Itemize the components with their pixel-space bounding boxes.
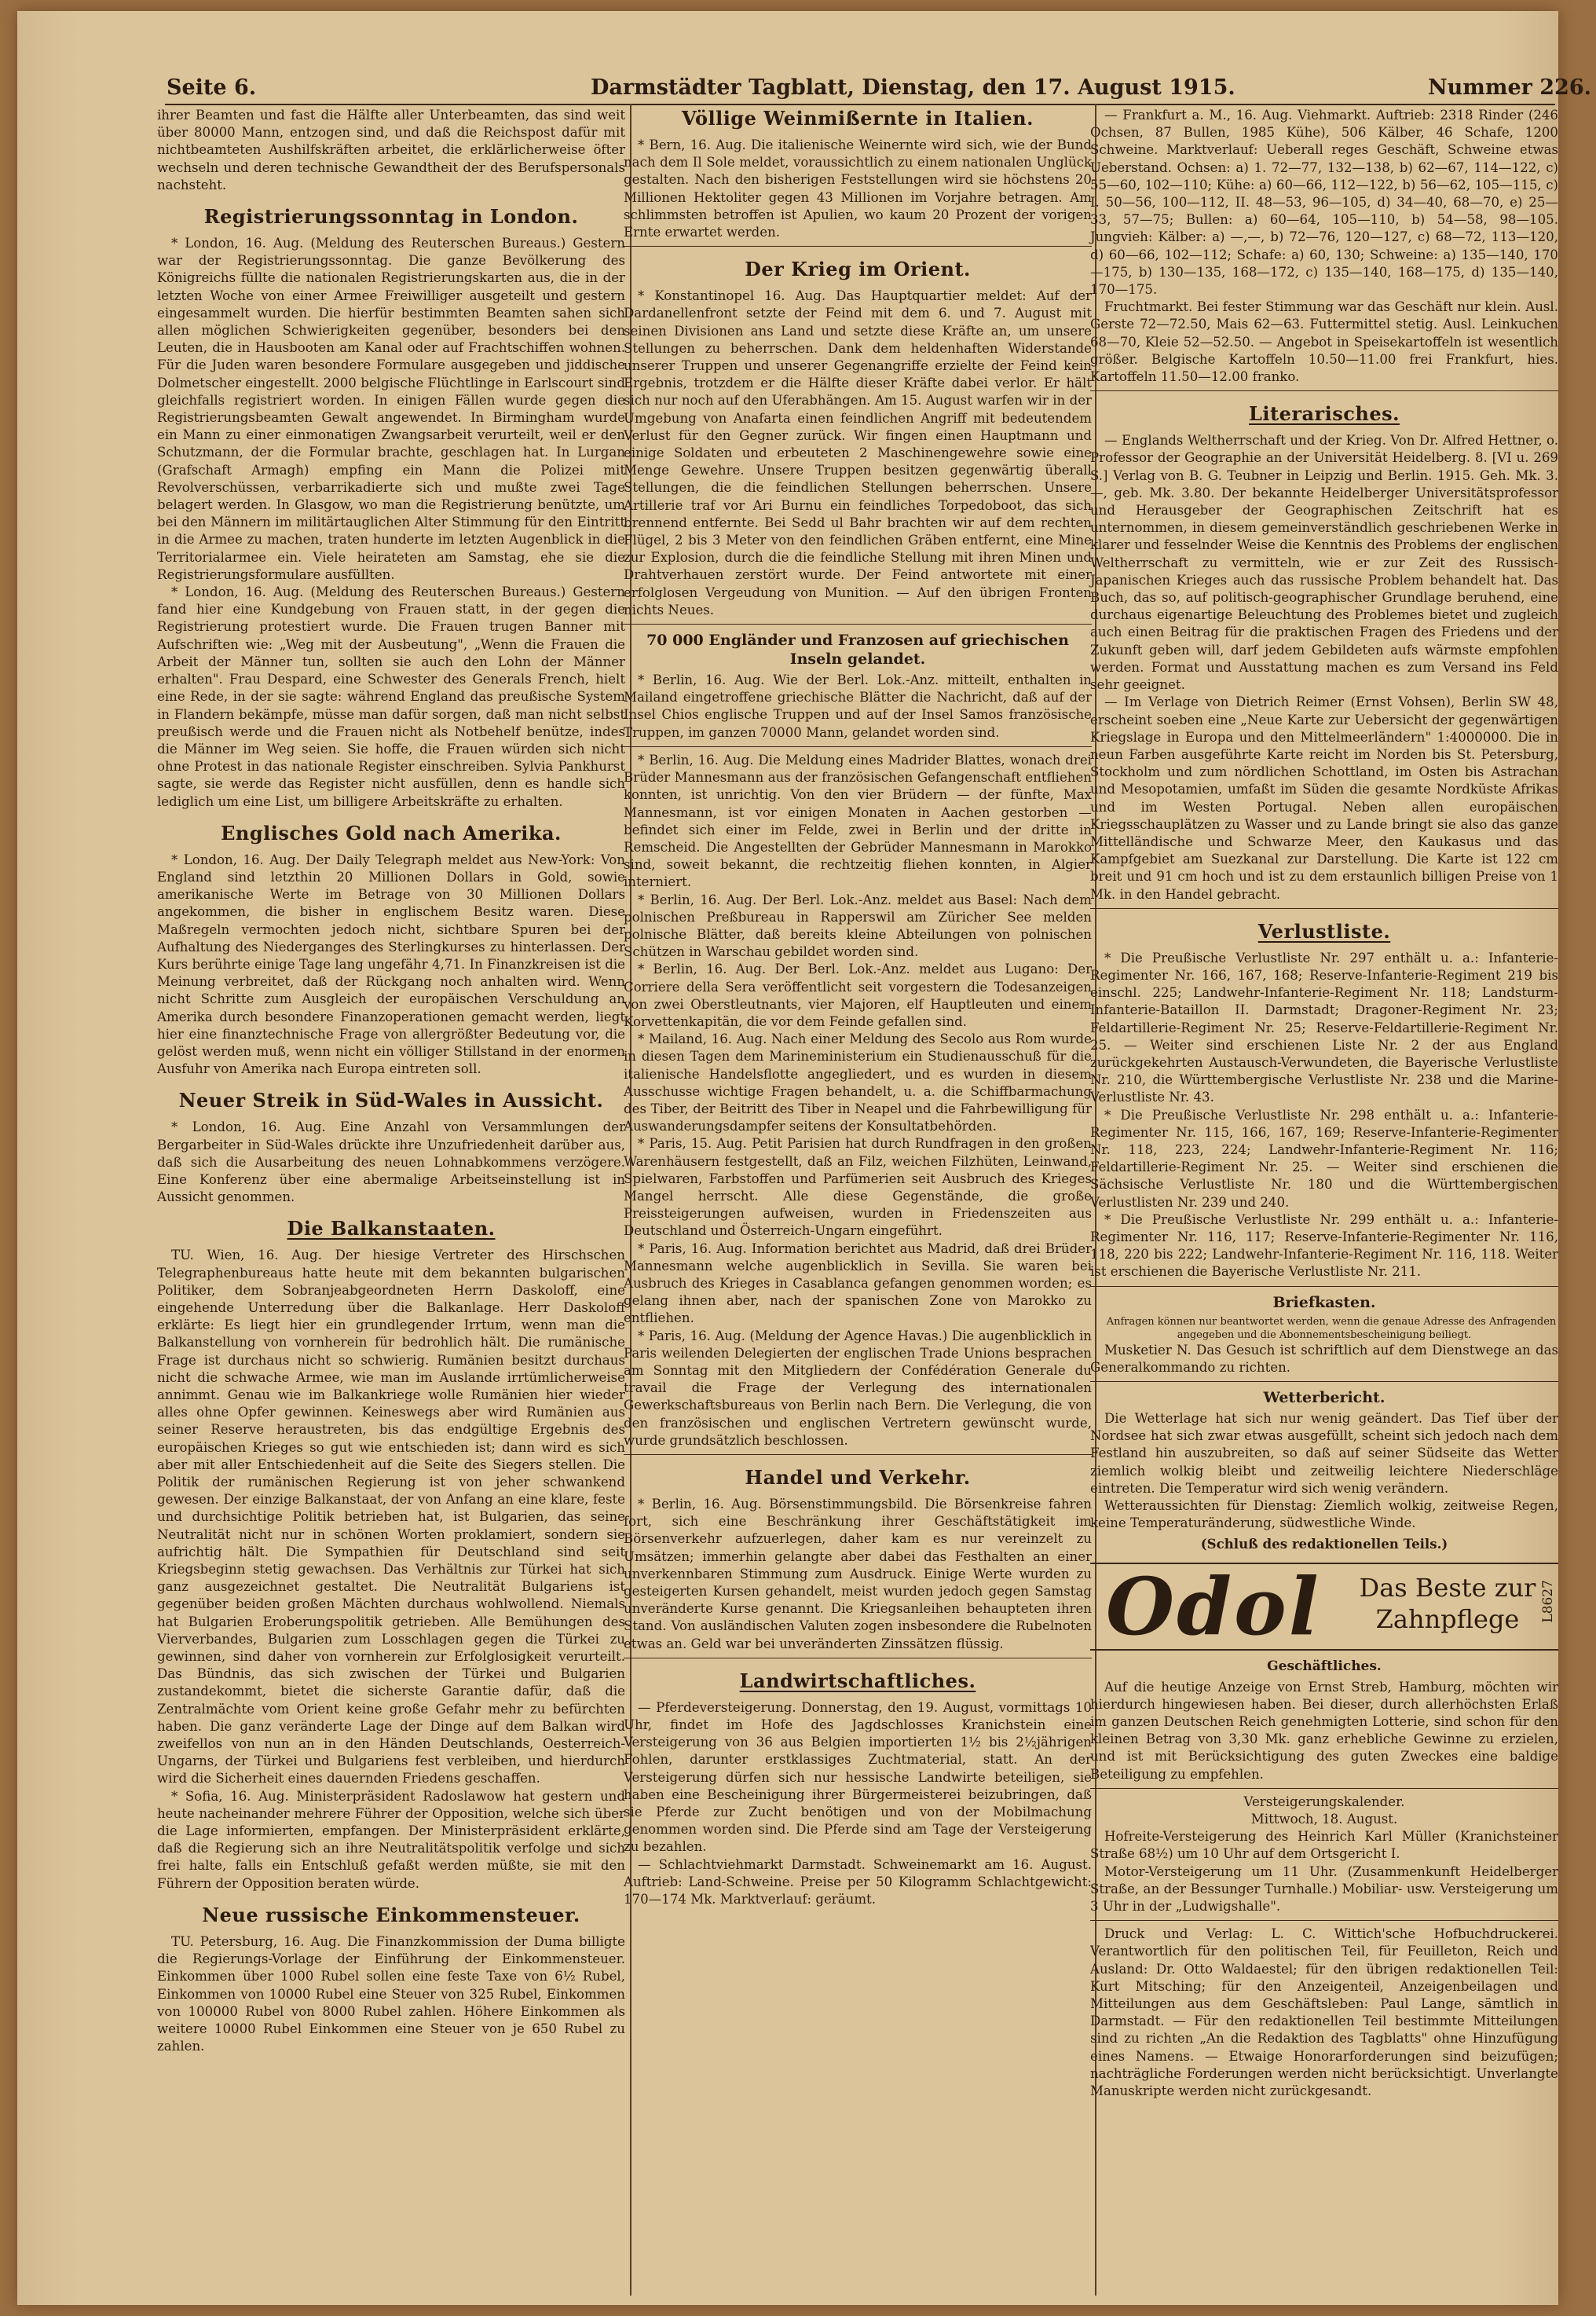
article-text: — Pferdeversteigerung. Donnerstag, den 19. August, vormittags 10 Uhr, findet im Hofe des Jagdschlosses Kranichstein eine Versteigerung von 36 aus Belgien importierten 1½ bis 2½jährigen Fohlen, darunter erstklassiges Zuchtmaterial, statt. An der Versteigerung dürfen sich nur hessische Landwirte beteiligen, sie haben eine Bescheinigung ihrer Bürgermeisterei beizubringen, daß sie Pferde zur Zucht benötigen und von der Mobilmachung genommen worden sind. Die Pferde sind am Tage der Versteigerung zu bezahlen.: [624, 1699, 1092, 1855]
headline: Neue russische Einkommensteuer.: [202, 1903, 580, 1926]
article-text: * Bern, 16. Aug. Die italienische Weinernte wird sich, wie der Bund nach dem Il Sole meldet, voraussichtlich zu einem nationalen Unglück gestalten. Nach den bisherigen Feststellungen wird sie höchstens 20 Millionen Hektoliter gegen 43 Millionen im Vorjahre betragen. Am schlimmsten betroffen ist Apulien, wo kaum 20 Prozent der vorigen Ernte erwartet werden.: [624, 137, 1092, 240]
article-text: Wetteraussichten für Dienstag: Ziemlich wolkig, zeitweise Regen, keine Temperaturänderung, südwestliche Winde.: [1090, 1498, 1558, 1531]
article-text: * London, 16. Aug. (Meldung des Reuterschen Bureaus.) Gestern war der Registrierungssonntag. Die ganze Bevölkerung des Königreichs füllte die nationalen Registrierungskarten aus, die in der letzten Woche von einer Armee Freiwilliger ausgeteilt und gestern eingesammelt wurden. Die hierfür bestimmten Beamten sahen sich allen möglichen Schwierigkeiten gegenüber, besonders bei den Leuten, die in Hausbooten am Kanal oder auf Frachtschiffen wohnen. Für die Juden waren besondere Formulare ausgegeben und jiddische Dolmetscher eingestellt. 2000 belgische Flüchtlinge in Earlscourt sind gleichfalls registriert worden. In einigen Fällen wurde gegen die Registrierungsbeamten Gewalt angewendet. In Birmingham wurde ein Mann zu einer einmonatigen Zwangsarbeit verurteilt, weil er den Schutzmann, der die Formular brachte, geschlagen hat. In Lurgan (Grafschaft Armagh) empfing ein Mann die Polizei mit Revolverschüssen, verbarrikadierte sich und mußte zwei Tage belagert werden. In Glasgow, wo man die Registrierung benützte, um bei den Männern im militärtauglichen Alter Stimmung für den Eintritt in die Armee zu machen, traten hunderte im letzten Augenblick in die Territorialarmee ein. Viele heirateten am Samstag, ehe sie die Registrierungsformulare ausfüllten.: [157, 236, 625, 582]
masthead: [167, 68, 1596, 107]
article-text: * Berlin, 16. Aug. Wie der Berl. Lok.-Anz. mitteilt, enthalten in Mailand eingetroffene griechische Blätter die Nachricht, daß auf der Insel Chios englische Truppen und auf der Insel Samos französische Truppen, im ganzen 70000 Mann, gelandet worden sind.: [624, 672, 1092, 740]
article-text: Die Wetterlage hat sich nur wenig geändert. Das Tief über der Nordsee hat sich zwar etwas ausgefüllt, scheint sich jedoch nach dem Festland hin auszubreiten, so daß auf seiner Südseite das Wetter ziemlich wolkig bleibt und zeitweilig leichtere Niederschläge eintreten. Die Temperatur wird sich wenig verändern.: [1090, 1411, 1558, 1496]
column-3: [1090, 107, 1558, 2307]
section-rule: [1090, 390, 1558, 391]
section-rule: [624, 1454, 1092, 1455]
article-text: * London, 16. Aug. (Meldung des Reuterschen Bureaus.) Gestern fand hier eine Kundgebung von Frauen statt, in der gegen die Registrierung protestiert wurde. Die Frauen trugen Banner mit Aufschriften wie: „Weg mit der Ausbeutung", „Wenn die Frauen die Arbeit der Männer tun, sollten sie auch den Lohn der Männer erhalten". Frau Despard, eine Schwester des Generals French, hielt eine Rede, in der sie sagte: während England das preußische System in Flandern bekämpfe, müsse man dafür sorgen, daß man nicht selbst preußisch werde und die Frauen nicht als Notbehelf benütze, indes die Männer im Weg seien. Sie hoffe, die Frauen würden sich nicht ohne Protest in das nationale Register einschreiben. Sylvia Pankhurst sagte, sie werde das Register nicht ausfüllen, denn es handle sich lediglich um eine List, um billigere Arbeitskräfte zu erhalten.: [157, 584, 625, 809]
column-1: [157, 107, 625, 2307]
headline: Geschäftliches.: [1267, 1658, 1382, 1674]
headline: Die Balkanstaaten.: [287, 1217, 496, 1240]
headline: Literarisches.: [1248, 402, 1400, 426]
odol-logo: Odol: [1106, 1559, 1321, 1653]
article-text: * Die Preußische Verlustliste Nr. 297 enthält u. a.: Infanterie-Regimenter Nr. 166, 167, 168; Reserve-Infanterie-Regiment 219 bis einschl. 225; Landwehr-Infanterie-Regiment Nr. 118; Landsturm-Infanterie-Bataillon II. Darmstadt; Dragoner-Regiment Nr. 23; Feldartillerie-Regiment Nr. 25; Reserve-Feldartillerie-Regiment Nr. 25. — Weiter sind erschienen Liste Nr. 2 der aus England zurückgekehrten Austausch-Verwundeten, die Bayerische Verlustliste Nr. 210, die Württembergische Verlustliste Nr. 238 und die Marine-Verlustliste Nr. 43.: [1090, 950, 1558, 1105]
odol-advertisement: [1090, 1559, 1558, 1653]
headline: Englisches Gold nach Amerika.: [221, 821, 562, 845]
paper-title: Darmstädter Tagblatt, Dienstag, den 17. August 1915.: [591, 75, 1235, 100]
section-rule: [1090, 908, 1558, 909]
section-rule: [1090, 1920, 1558, 1921]
article-text: Auf die heutige Anzeige von Ernst Streb, Hamburg, möchten wir hierdurch hingewiesen haben. Bei dieser, durch allerhöchsten Erlaß im ganzen Deutschen Reich genehmigten Lotterie, sind schon für den kleinen Betrag von 3,30 Mk. ganz erhebliche Gewinne zu erzielen, und ist mit Berücksichtigung des guten Zweckes eine baldige Beteiligung zu empfehlen.: [1090, 1679, 1558, 1782]
article-text: * Konstantinopel 16. Aug. Das Hauptquartier meldet: Auf der Dardanellenfront setzte der Feind mit dem 6. und 7. August mit seinen Divisionen ans Land und setzte diese Kräfte an, um unsere Stellungen zu beherrschen. Dank dem heldenhaften Widerstande unserer Truppen und unserer Gegenangriffe erzielte der Feind kein Ergebnis, trotzdem er die Hälfte dieser Kräfte dabei verlor. Er hält sich nur noch auf den Uferabhängen. Am 15. August warfen wir in der Umgebung von Anafarta einen feindlichen Angriff mit bedeutendem Verlust für den Gegner zurück. Wir fingen einen Hauptmann und einige Soldaten und erbeuteten 2 Maschinengewehre sowie eine Menge Gewehre. Unsere Truppen besitzen gegenwärtig überall Stellungen, die die feindlichen Stellungen beherrschen. Unsere Artillerie traf vor Ari Burnu ein feindliches Torpedoboot, das sich brennend entfernte. Bei Sedd ul Bahr brachten wir auf dem rechten Flügel, 2 bis 3 Meter von den feindlichen Gräben entfernt, eine Mine zur Explosion, durch die die feindliche Stellung mit ihren Minen und Drahtverhauen zerstört wurde. Der Feind antwortete mit einer erfolglosen Vergeudung von Munition. — Auf den übrigen Fronten nichts Neues.: [624, 288, 1092, 617]
headline: Neuer Streik in Süd-Wales in Aussicht.: [178, 1089, 604, 1112]
section-rule: [624, 624, 1092, 625]
headline: Völlige Weinmißernte in Italien.: [682, 107, 1034, 130]
section-rule: [624, 246, 1092, 247]
page-number: Seite 6.: [167, 75, 257, 100]
article-text: * London, 16. Aug. Eine Anzahl von Versammlungen der Bergarbeiter in Süd-Wales drückte ihre Unzufriedenheit darüber aus, daß sich die Ausarbeitung des neuen Lohnabkommens verzögere. Eine Konferenz über eine abermalige Arbeitseinstellung ist in Aussicht genommen.: [157, 1120, 625, 1205]
odol-slogan: Das Beste zur Zahnpflege: [1359, 1572, 1536, 1634]
article-text: — Englands Weltherrschaft und der Krieg. Von Dr. Alfred Hettner, o. Professor der Geographie an der Universität Heidelberg. 8. [VI u. 269 S.] Verlag von B. G. Teubner in Leipzig und Berlin. 1915. Geh. Mk. 3.—, geb. Mk. 3.80. Der bekannte Heidelberger Universitätsprofessor und Herausgeber der Geographischen Zeitschrift hat es unternommen, in diesem gemeinverständlich geschriebenen Werke in klarer und fesselnder Weise die Kenntnis des Problems der englischen Weltherrschaft zu vermitteln, wie er zur Zeit des Russisch-Japanischen Krieges auch das russische Problem behandelt hat. Das Buch, das so, auf politisch-geographischer Grundlage beruhend, eine durchaus eigenartige Beleuchtung des Problemes bietet und zugleich auch einen Beitrag für die praktischen Fragen des Friedens und der Zukunft geben will, darf jedem Gebildeten aufs wärmste empfohlen werden. Format und Ausstattung machen es zum Versand ins Feld sehr geeignet.: [1090, 433, 1558, 693]
article-text: * Berlin, 16. Aug. Die Meldung eines Madrider Blattes, wonach drei Brüder Mannesmann aus der französischen Gefangenschaft entfliehen konnten, ist unrichtig. Von den vier Brüdern — der fünfte, Max Mannesmann, ist vor einigen Monaten in Aachen gestorben — befindet sich einer im Felde, zwei in Berlin und der dritte in Remscheid. Die Angestellten der Gebrüder Mannesmann in Marokko sind, soweit bekannt, die rechtzeitig fliehen konnten, in Algier interniert.: [624, 752, 1092, 890]
headline: Der Krieg im Orient.: [745, 258, 971, 281]
article-text: — Frankfurt a. M., 16. Aug. Viehmarkt. Auftrieb: 2318 Rinder (246 Ochsen, 87 Bullen, 1985 Kühe), 506 Kälber, 46 Schafe, 1200 Schweine. Marktverlauf: Ueberall reges Geschäft, Schweine etwas Ueberstand. Ochsen: a) 1. 72—77, 132—138, b) 62—67, 114—122, c) 55—60, 102—110; Kühe: a) 60—66, 112—122, b) 56—62, 105—115, c) I. 50—56, 100—112, II. 48—53, 96—105, d) 34—40, 68—70, e) 25—33, 57—75; Bullen: a) 60—64, 105—110, b) 54—58, 98—105. Jungvieh: Kälber: a) —,—, b) 72—76, 120—127, c) 68—72, 113—120, d) 60—66, 102—112; Schafe: a) 60, 130; Schweine: a) 135—140, 170—175, b) 130—135, 168—172, c) 135—140, 168—175, d) 135—140, 170—175.: [1090, 108, 1558, 298]
headline: Landwirtschaftliches.: [739, 1669, 976, 1692]
section-rule: [624, 746, 1092, 747]
article-text: * Die Preußische Verlustliste Nr. 298 enthält u. a.: Infanterie-Regimenter Nr. 115, 166, 167, 169; Reserve-Infanterie-Regimenter Nr. 118, 223, 224; Landwehr-Infanterie-Regiment Nr. 116; Feldartillerie-Regiment Nr. 25. — Weiter sind erschienen die Sächsische Verlustliste Nr. 180 und die Württembergischen Verlustlisten Nr. 239 und 240.: [1090, 1107, 1558, 1210]
article-text: * Berlin, 16. Aug. Der Berl. Lok.-Anz. meldet aus Lugano: Der Corriere della Sera veröffentlicht seit vorgestern die Todesanzeigen von zwei Oberstleutnants, vier Majoren, elf Hauptleuten und einem Korvettenkapitän, die vor dem Feinde gefallen sind.: [624, 962, 1092, 1029]
article-text: TU. Wien, 16. Aug. Der hiesige Vertreter des Hirschschen Telegraphenbureaus hatte heute mit dem bekannten bulgarischen Politiker, dem Sobranjeabgeordneten Herrn Daskoloff, eine eingehende Unterredung über die Balkanlage. Herr Daskoloff erklärte: Es liegt hier ein grundlegender Irrtum, wenn man die Balkanstellung von vornherein für bedrohlich hält. Die rumänische Frage ist durchaus nicht so schwierig. Rumänien besitzt durchaus nicht die schwache Armee, wie man im Auslande irrtümlicherweise annimmt. Genau wie im Balkankriege wolle Rumänien hier wieder alles ohne Opfer gewinnen. Keineswegs aber wird Rumänien aus seiner Reserve heraustreten, bis das endgültige Ergebnis des europäischen Krieges so gut wie entschieden ist; dann wird es sich aber mit aller Entschiedenheit auf die Seite des Siegers stellen. Die Politik der rumänischen Regierung ist von jeher schwankend gewesen. Der einzige Balkanstaat, der von Anfang an eine klare, feste und durchsichtige Politik betrieben hat, ist Bulgarien, das seine Neutralität nicht nur in schönen Worten proklamiert, sondern sie aufrichtig hält. Die Sympathien für Deutschland sind seit Kriegsbeginn stetig gewachsen. Das Verhältnis zur Türkei hat sich ganz ausgezeichnet gestaltet. Die Neutralität Bulgariens ist gegenüber beiden großen Mächten durchaus wohlwollend. Niemals hat Bulgarien Eroberungspolitik getrieben. Alle Bemühungen des Vierverbandes, Bulgarien zum Losschlagen gegen die Türkei zu gewinnen, sind daher von vornherein zur Erfolglosigkeit verurteilt. Das Bündnis, das sich zwischen der Türkei und Bulgarien zustandekommt, bietet die sicherste Garantie dafür, daß die Zentralmächte vom Orient keine große Gefahr mehr zu befürchten haben. Die ganz veränderte Lage der Dinge auf dem Balkan wird zweifellos von nun an in den Händen Deutschlands, Oesterreich-Ungarns, der Türkei und Bulgariens fest verbleiben, und hierdurch wird die Sicherheit eines dauernden Friedens geschaffen.: [157, 1248, 625, 1786]
article-text: — Im Verlage von Dietrich Reimer (Ernst Vohsen), Berlin SW 48, erscheint soeben eine „Neue Karte zur Uebersicht der gegenwärtigen Kriegslage in Europa und den Mittelmeerländern" 1:4000000. Die in neun Farben ausgeführte Karte reicht im Norden bis St. Petersburg, Stockholm und zum nördlichen Schottland, im Osten bis Astrachan und Mesopotamien, umfaßt im Süden die gesamte Nordküste Afrikas und im Westen Portugal. Neben allen europäischen Kriegsschauplätzen zu Wasser und zu Lande bringt sie also das ganze Mittelländische und Schwarze Meer, den Kaukasus und das Kampfgebiet am Suezkanal zur Darstellung. Die Karte ist 122 cm breit und 91 cm hoch und ist zu dem erstaunlich billigen Preise von 1 Mk. in den Handel gebracht.: [1090, 694, 1558, 902]
column-2: [624, 107, 1092, 2307]
issue-number: Nummer 226.: [1428, 75, 1592, 100]
headline: Registrierungssonntag in London.: [203, 205, 579, 229]
article-text: * Die Preußische Verlustliste Nr. 299 enthält u. a.: Infanterie-Regimenter Nr. 116, 117; Reserve-Infanterie-Regimenter Nr. 116, 118, 220 bis 222; Landwehr-Infanterie-Regiment Nr. 116, 118. Weiter ist erschienen die Bayerische Verlustliste Nr. 211.: [1090, 1211, 1558, 1280]
headline: 70 000 Engländer und Franzosen auf griechischen Inseln gelandet.: [646, 632, 1069, 669]
article-text: Musketier N. Das Gesuch ist schriftlich auf dem Dienstwege an das Generalkommando zu richten.: [1090, 1342, 1558, 1375]
masthead-rule: [165, 104, 1555, 105]
headline: Handel und Verkehr.: [745, 1466, 971, 1490]
article-text: ihrer Beamten und fast die Hälfte aller Unterbeamten, das sind weit über 80000 Mann, entzogen sind, und daß die Reichspost dafür mit nichtbeamteten Aushilfskräften arbeitet, die erklärlicherweise öfter wechseln und deren technische Gewandtheit der des Berufspersonals nachsteht.: [157, 108, 625, 192]
notice-text: Anfragen können nur beantwortet werden, wenn die genaue Adresse des Anfragenden angegeben und die Abonnementsbescheinigung beiliegt.: [1106, 1315, 1557, 1341]
article-text: * Paris, 16. Aug. (Meldung der Agence Havas.) Die augenblicklich in Paris weilenden Delegierten der englischen Trade Unions besprachen am Sonntag mit den Mitgliedern der Confédération Generale du travail die Frage der Verlegung des internationalen Gewerkschaftsbureaus von Berlin nach Bern. Die Verlegung, die von den französischen und englischen Vertretern gewünscht wurde, wurde grundsätzlich beschlossen.: [624, 1328, 1092, 1448]
headline: Briefkasten.: [1272, 1293, 1376, 1311]
article-text: Motor-Versteigerung um 11 Uhr. (Zusammenkunft Heidelberger Straße, an der Bessunger Turnhalle.) Mobiliar- usw. Versteigerung um 3 Uhr in der „Ludwigshalle".: [1090, 1863, 1558, 1915]
article-text: * Mailand, 16. Aug. Nach einer Meldung des Secolo aus Rom wurde in diesen Tagen dem Marineministerium ein Studienausschuß für die italienische Handelsflotte angegliedert, und es wurden in diesem Ausschusse wichtige Fragen behandelt, u. a. die Schiffbarmachung des Tiber, der Beitritt des Tiber in Neapel und die Fahrbewilligung für Auswanderungsdampfer seitens der Konsultatbehörden.: [624, 1032, 1092, 1134]
article-text: Fruchtmarkt. Bei fester Stimmung war das Geschäft nur klein. Ausl. Gerste 72—72.50, Mais 62—63. Futtermittel stetig. Ausl. Leinkuchen 68—70, Kleie 52—52.50. — Angebot in Speisekartoffeln ist wesentlich größer. Belgische Kartoffeln 10.50—11.00 frei Frankfurt, hies. Kartoffeln 11.50—12.00 franko.: [1090, 299, 1558, 385]
headline: Wetterbericht.: [1263, 1389, 1386, 1406]
article-text: — Schlachtviehmarkt Darmstadt. Schweinemarkt am 16. August. Auftrieb: Land-Schweine. Preise per 50 Kilogramm Schlachtgewicht: 170—174 Mk. Marktverlauf: geräumt.: [624, 1856, 1092, 1907]
article-text: * Berlin, 16. Aug. Börsenstimmungsbild. Die Börsenkreise fahren fort, sich eine Beschränkung ihrer Geschäftstätigkeit im Börsenverkehr aufzuerlegen, daher kam es nur vereinzelt zu Umsätzen; immerhin gelangte aber dabei das Festhalten an einer unverkennbaren Stimmung zum Ausdruck. Einige Werte wurden zu gesteigerten Kursen gehandelt, meist wurden jedoch gegen Samstag unveränderte Kurse genannt. Die Kriegsanleihen behaupteten ihren Stand. Von ausländischen Valuten zogen insbesondere die Rubelnoten etwas an. Geld war bei unveränderten Zinssätzen flüssig.: [624, 1497, 1092, 1651]
article-text: * Paris, 16. Aug. Information berichtet aus Madrid, daß drei Brüder Mannesmann welche augenblicklich in Sevilla. Sie waren bei Ausbruch des Krieges in Casablanca gefangen genommen worden; es gelang ihnen aber, nach der spanischen Zone von Marokko zu entfliehen.: [624, 1240, 1092, 1326]
newspaper-page: [17, 11, 1592, 2305]
section-rule: [1090, 1381, 1558, 1382]
ad-code: L8627: [1539, 1579, 1556, 1623]
article-text: * Paris, 15. Aug. Petit Parisien hat durch Rundfragen in den großen Warenhäusern festgestellt, daß an Filz, weichen Filzhüten, Leinwand, Spielwaren, Farbstoffen und Parfümerien seit Ausbruch des Krieges Mangel herrscht. Alle diese Gegenstände, die große Preissteigerungen aufweisen, wurden in Friedenszeiten aus Deutschland und Österreich-Ungarn eingeführt.: [624, 1136, 1092, 1239]
section-rule: [1090, 1788, 1558, 1789]
article-text: * Berlin, 16. Aug. Der Berl. Lok.-Anz. meldet aus Basel: Nach dem polnischen Preßbureau in Rapperswil am Züricher See melden polnische Blätter, daß bereits kleine Abteilungen von polnischen Schützen in Warschau gebildet worden sind.: [624, 892, 1092, 960]
article-text: * London, 16. Aug. Der Daily Telegraph meldet aus New-York: Von England sind letzthin 20 Millionen Dollars in Gold, sowie amerikanische Werte im Betrage von 30 Millionen Dollars angekommen, die bisher in englischem Besitz waren. Diese Maßregeln vermochten jedoch nicht, sichtbare Spuren bei der Aufhaltung des Niederganges des Sterlingkurses zu hinterlassen. Der Kurs berührte einige Tage lang ungefähr 4,71. In Finanzkreisen ist die Meinung verbreitet, daß der Rückgang noch anhalten wird. Wenn nicht Schritte zum Ausgleich der europäischen Verschuldung an Amerika durch besondere Finanzoperationen gemacht werden, liegt hier eine finanztechnische Frage von allergrößter Bedeutung vor, die gelöst werden muß, wenn nicht ein völliger Stillstand in der enormen Ausfuhr von Amerika nach Europa eintreten soll.: [157, 852, 625, 1077]
article-text: TU. Petersburg, 16. Aug. Die Finanzkommission der Duma billigte die Regierungs-Vorlage der Einführung der Einkommensteuer. Einkommen über 1000 Rubel sollen eine feste Taxe von 6½ Rubel, Einkommen von 10000 Rubel eine Steuer von 325 Rubel, Einkommen von 100000 Rubel von 8000 Rubel zahlen. Höhere Einkommen als weitere 10000 Rubel Einkommen eine Steuer von je 650 Rubel zu zahlen.: [157, 1933, 625, 2054]
calendar-title: Versteigerungskalender.: [1243, 1794, 1405, 1809]
section-end-note: (Schluß des redaktionellen Teils.): [1200, 1536, 1448, 1552]
article-text: * Sofia, 16. Aug. Ministerpräsident Radoslawow hat gestern und heute nacheinander mehrere Führer der Opposition, welche sich über die Lage informierten, empfangen. Der Ministerpräsident erklärte, daß die Regierung sich an ihre Neutralitätspolitik verfolge und sich frei halte, falls ein Entschluß gefaßt werden müßte, sie mit den Führern der Opposition beraten würde.: [157, 1788, 625, 1891]
article-text: Hofreite-Versteigerung des Heinrich Karl Müller (Kranichsteiner Straße 68½) um 10 Uhr auf dem Ortsgericht I.: [1090, 1829, 1558, 1862]
section-rule: [1090, 1286, 1558, 1287]
calendar-date: Mittwoch, 18. August.: [1250, 1812, 1398, 1827]
headline: Verlustliste.: [1257, 919, 1391, 943]
imprint-text: Druck und Verlag: L. C. Wittich'sche Hofbuchdruckerei. Verantwortlich für den politischen Teil, für Feuilleton, Reich und Ausland: Dr. Otto Waldaestel; für den übrigen redaktionellen Teil: Kurt Mitsching; für den Anzeigenteil, Anzeigenbeilagen und Mitteilungen aus dem Geschäftsleben: Paul Lange, sämtlich in Darmstadt. — Für den redaktionellen Teil bestimmte Mitteilungen sind zu richten „An die Redaktion des Tagblatts" ohne Hinzufügung eines Namens. — Etwaige Honorarforderungen sind beizufügen; nachträgliche Forderungen werden nicht berücksichtigt. Unverlangte Manuskripte werden nicht zurückgesandt.: [1090, 1926, 1558, 2099]
